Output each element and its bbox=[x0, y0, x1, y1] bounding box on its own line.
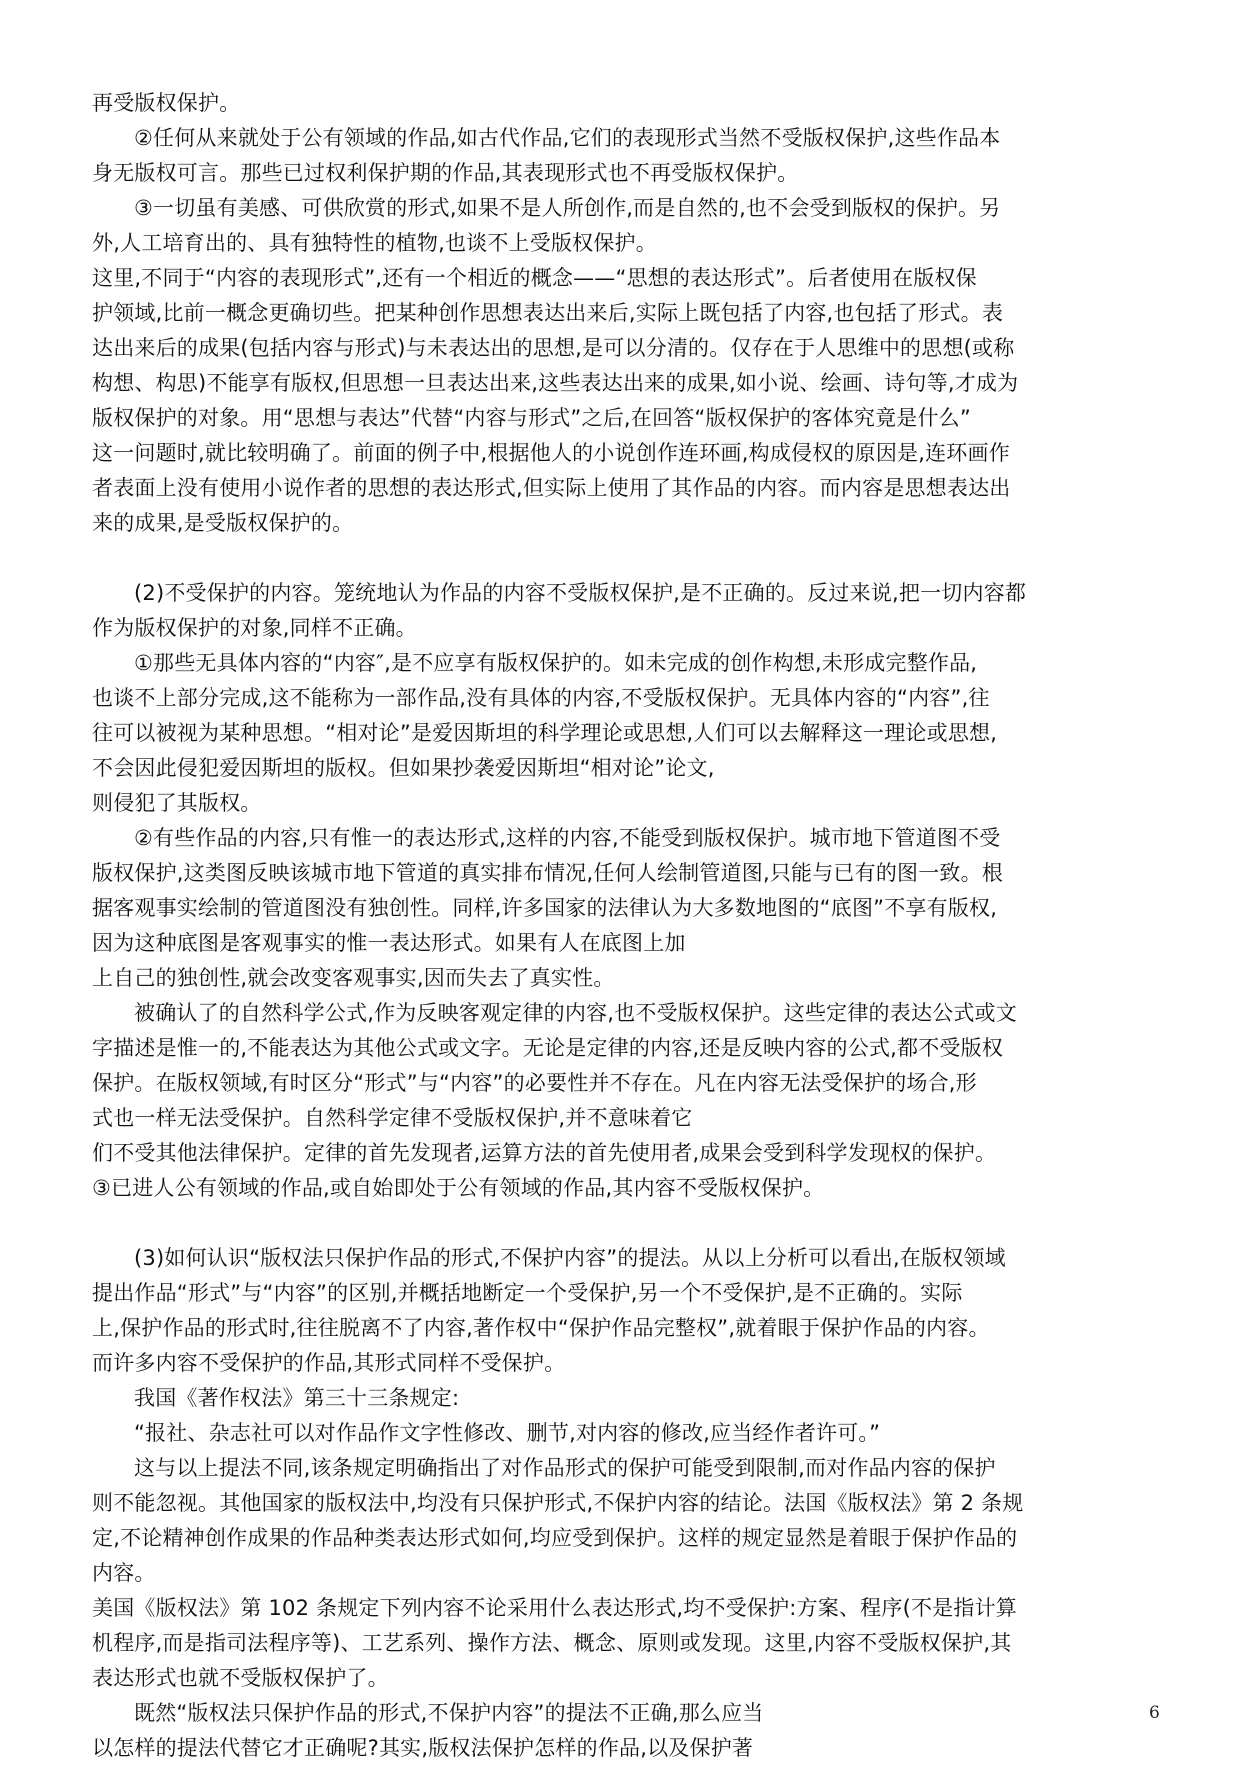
text-line: 再受版权保护。 bbox=[92, 91, 241, 115]
text-line: ③一切虽有美感、可供欣赏的形式,如果不是人所创作,而是自然的,也不会受到版权的保护。另 bbox=[134, 196, 1001, 220]
text-line: 定,不论精神创作成果的作品种类表达形式如何,均应受到保护。这样的规定显然是着眼于保护作品的 bbox=[92, 1526, 1018, 1550]
text-line: 上,保护作品的形式时,往往脱离不了内容,著作权中“保护作品完整权”,就着眼于保护作品的内容。 bbox=[92, 1316, 990, 1340]
text-line: ③已进人公有领域的作品,或自始即处于公有领域的作品,其内容不受版权保护。 bbox=[92, 1176, 825, 1200]
text-line: 也谈不上部分完成,这不能称为一部作品,没有具体的内容,不受版权保护。无具体内容的“内容”,往 bbox=[92, 686, 990, 710]
text-line: 以怎样的提法代替它才正确呢?其实,版权法保护怎样的作品,以及保护著 bbox=[92, 1736, 754, 1760]
text-line: 不会因此侵犯爱因斯坦的版权。但如果抄袭爱因斯坦“相对论”论文, bbox=[92, 756, 715, 780]
text-line: (3)如何认识“版权法只保护作品的形式,不保护内容”的提法。从以上分析可以看出,在版权领域 bbox=[134, 1246, 1006, 1270]
text-line: “报社、杂志社可以对作品作文字性修改、删节,对内容的修改,应当经作者许可。” bbox=[134, 1421, 881, 1445]
text-line: 机程序,而是指司法程序等)、工艺系列、操作方法、概念、原则或发现。这里,内容不受版权保护,其 bbox=[92, 1631, 1012, 1655]
text-line: 字描述是惟一的,不能表达为其他公式或文字。无论是定律的内容,还是反映内容的公式,都不受版权 bbox=[92, 1036, 1004, 1060]
body-text bbox=[92, 86, 1164, 1766]
text-line: ②任何从来就处于公有领域的作品,如古代作品,它们的表现形式当然不受版权保护,这些作品本 bbox=[134, 126, 1001, 150]
text-line: 表达形式也就不受版权保护了。 bbox=[92, 1666, 389, 1690]
text-line: ②有些作品的内容,只有惟一的表达形式,这样的内容,不能受到版权保护。城市地下管道图不受 bbox=[134, 826, 1001, 850]
text-line: 这里,不同于“内容的表现形式”,还有一个相近的概念——“思想的表达形式”。后者使用在版权保 bbox=[92, 266, 977, 290]
text-line: 外,人工培育出的、具有独特性的植物,也谈不上受版权保护。 bbox=[92, 231, 657, 255]
text-line: 内容。 bbox=[92, 1561, 156, 1585]
text-line: 则侵犯了其版权。 bbox=[92, 791, 262, 815]
text-line: 据客观事实绘制的管道图没有独创性。同样,许多国家的法律认为大多数地图的“底图”不享有版权, bbox=[92, 896, 998, 920]
text-line: 我国《著作权法》第三十三条规定: bbox=[134, 1386, 460, 1410]
text-line: 因为这种底图是客观事实的惟一表达形式。如果有人在底图上加 bbox=[92, 931, 686, 955]
text-line: 版权保护的对象。用“思想与表达”代替“内容与形式”之后,在回答“版权保护的客体究竟是什么” bbox=[92, 406, 971, 430]
text-line: 作为版权保护的对象,同样不正确。 bbox=[92, 616, 417, 640]
text-line: 版权保护,这类图反映该城市地下管道的真实排布情况,任何人绘制管道图,只能与已有的图一致。根 bbox=[92, 861, 1004, 885]
paragraph-gap bbox=[92, 541, 1164, 576]
text-line: 式也一样无法受保护。自然科学定律不受版权保护,并不意味着它 bbox=[92, 1106, 693, 1130]
text-line: 这与以上提法不同,该条规定明确指出了对作品形式的保护可能受到限制,而对作品内容的保护 bbox=[134, 1456, 996, 1480]
text-line: 者表面上没有使用小说作者的思想的表达形式,但实际上使用了其作品的内容。而内容是思想表达出 bbox=[92, 476, 1011, 500]
text-line: 往可以被视为某种思想。“相对论”是爱因斯坦的科学理论或思想,人们可以去解释这一理论或思想, bbox=[92, 721, 998, 745]
text-line: 保护。在版权领域,有时区分“形式”与“内容”的必要性并不存在。凡在内容无法受保护的场合,形 bbox=[92, 1071, 977, 1095]
text-line: 既然“版权法只保护作品的形式,不保护内容”的提法不正确,那么应当 bbox=[134, 1701, 764, 1725]
text-line: 护领域,比前一概念更确切些。把某种创作思想表达出来后,实际上既包括了内容,也包括了形式。表 bbox=[92, 301, 1004, 325]
text-line: ①那些无具体内容的“内容″,是不应享有版权保护的。如未完成的创作构想,未形成完整作品, bbox=[134, 651, 978, 675]
text-line: 来的成果,是受版权保护的。 bbox=[92, 511, 354, 535]
paragraph-gap bbox=[92, 1206, 1164, 1241]
text-line: 们不受其他法律保护。定律的首先发现者,运算方法的首先使用者,成果会受到科学发现权的保护。 bbox=[92, 1141, 997, 1165]
text-line: 美国《版权法》第 102 条规定下列内容不论采用什么表达形式,均不受保护:方案、程序(不是指计算 bbox=[92, 1596, 1017, 1620]
page-number: 6 bbox=[1149, 1703, 1160, 1723]
text-line: 构想、构思)不能享有版权,但思想一旦表达出来,这些表达出来的成果,如小说、绘画、诗句等,才成为 bbox=[92, 371, 1019, 395]
text-line: 而许多内容不受保护的作品,其形式同样不受保护。 bbox=[92, 1351, 566, 1375]
text-line: (2)不受保护的内容。笼统地认为作品的内容不受版权保护,是不正确的。反过来说,把一切内容都 bbox=[134, 581, 1027, 605]
text-line: 这一问题时,就比较明确了。前面的例子中,根据他人的小说创作连环画,构成侵权的原因是,连环画作 bbox=[92, 441, 1010, 465]
text-line: 被确认了的自然科学公式,作为反映客观定律的内容,也不受版权保护。这些定律的表达公式或文 bbox=[134, 1001, 1017, 1025]
text-line: 上自己的独创性,就会改变客观事实,因而失去了真实性。 bbox=[92, 966, 615, 990]
text-line: 提出作品“形式”与“内容”的区别,并概括地断定一个受保护,另一个不受保护,是不正确的。实际 bbox=[92, 1281, 963, 1305]
text-line: 则不能忽视。其他国家的版权法中,均没有只保护形式,不保护内容的结论。法国《版权法》第 2 条规 bbox=[92, 1491, 1024, 1515]
text-line: 身无版权可言。那些已过权利保护期的作品,其表现形式也不再受版权保护。 bbox=[92, 161, 799, 185]
text-line: 达出来后的成果(包括内容与形式)与未表达出的思想,是可以分清的。仅存在于人思维中的思想(或称 bbox=[92, 336, 1015, 360]
